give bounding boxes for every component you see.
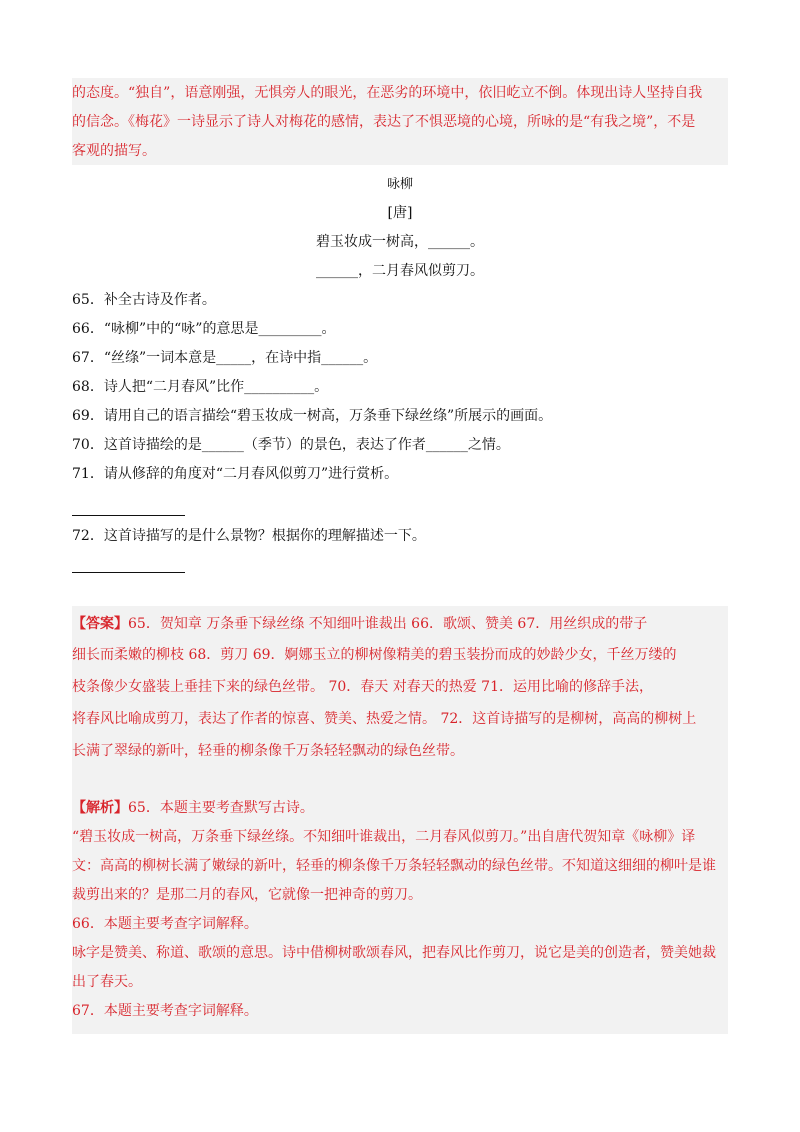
answer-line: 枝条像少女盛装上垂挂下来的绿色丝带。 70．春天 对春天的热爱 71．运用比喻的修辞手法， [72, 679, 653, 695]
answer-line: 长满了翠绿的新叶，轻垂的柳条像千万条轻轻飘动的绿色丝带。 [72, 743, 464, 759]
question-72-wrap [72, 522, 728, 551]
intro-line: 客观的描写。 [72, 143, 156, 159]
analysis-tag: 【解析】 [72, 800, 128, 816]
poem-dynasty: [唐] [387, 205, 413, 221]
intro-line: 的信念。《梅花》一诗显示了诗人对梅花的感情，表达了不惧恶境的心境，所咏的是“有我之境”，不是 [72, 114, 696, 130]
answer-line: 将春风比喻成剪刀，表达了作者的惊喜、赞美、热爱之情。 72．这首诗描写的是柳树，高高的柳树上 [72, 711, 697, 727]
analysis-line: 出了春天。 [72, 974, 142, 990]
analysis-line [72, 794, 728, 823]
question-70: 70．这首诗描绘的是______（季节）的景色，表达了作者______之情。 [72, 437, 510, 453]
analysis-line: 66．本题主要考查字词解释。 [72, 916, 258, 932]
poem-line-2: ______，二月春风似剪刀。 [316, 263, 484, 279]
question-72: 72．这首诗描写的是什么景物？根据你的理解描述一下。 [72, 528, 426, 544]
question-71: 71．请从修辞的角度对“二月春风似剪刀”进行赏析。 [72, 466, 399, 482]
poem-title: 咏柳 [386, 177, 413, 192]
question-68: 68．诗人把“二月春风”比作__________。 [72, 379, 329, 395]
poem-line-1: 碧玉妆成一树高，______。 [316, 234, 484, 250]
poem [72, 170, 728, 286]
question-66: 66．“咏柳”中的“咏”的意思是_________。 [72, 321, 336, 337]
analysis-line: 文：高高的柳树长满了嫩绿的新叶，轻垂的柳条像千万条轻轻飘动的绿色丝带。不知道这细细的柳叶是谁 [72, 858, 716, 874]
question-65: 65．补全古诗及作者。 [72, 292, 216, 308]
analysis-line: 裁剪出来的？是那二月的春风，它就像一把神奇的剪刀。 [72, 887, 422, 903]
intro-block [72, 78, 728, 165]
question-67: 67．“丝绦”一词本意是_____，在诗中指______。 [72, 350, 378, 366]
analysis-line: “碧玉妆成一树高，万条垂下绿丝绦。不知细叶谁裁出，二月春风似剪刀。”出自唐代贺知章《咏柳》译 [72, 829, 696, 845]
analysis-first: 65．本题主要考查默写古诗。 [128, 800, 314, 816]
intro-line: 的态度。“独自”，语意刚强，无惧旁人的眼光，在恶劣的环境中，依旧屹立不倒。体现出诗人坚持自我 [72, 85, 703, 101]
answer-line: 细长而柔嫩的柳枝 68．剪刀 69．婀娜玉立的柳树像精美的碧玉装扮而成的妙龄少女，千丝万缕的 [72, 647, 677, 663]
answer-text: 65．贺知章 万条垂下绿丝绦 不知细叶谁裁出 66．歌颂、赞美 67．用丝织成的带子 [128, 616, 648, 632]
answer-line [72, 610, 728, 639]
analysis-line: 67．本题主要考查字词解释。 [72, 1003, 258, 1019]
analysis-line: 咏字是赞美、称道、歌颂的意思。诗中借柳树歌颂春风，把春风比作剪刀，说它是美的创造者，赞美她裁 [72, 945, 716, 961]
analysis-block [72, 790, 728, 1034]
answer-block [72, 606, 728, 794]
questions [72, 286, 728, 489]
answer-tag: 【答案】 [72, 616, 128, 632]
answer-line-71 [72, 515, 185, 516]
question-69: 69．请用自己的语言描绘“碧玉妆成一树高，万条垂下绿丝绦”所展示的画面。 [72, 408, 553, 424]
answer-line-72 [72, 572, 185, 573]
